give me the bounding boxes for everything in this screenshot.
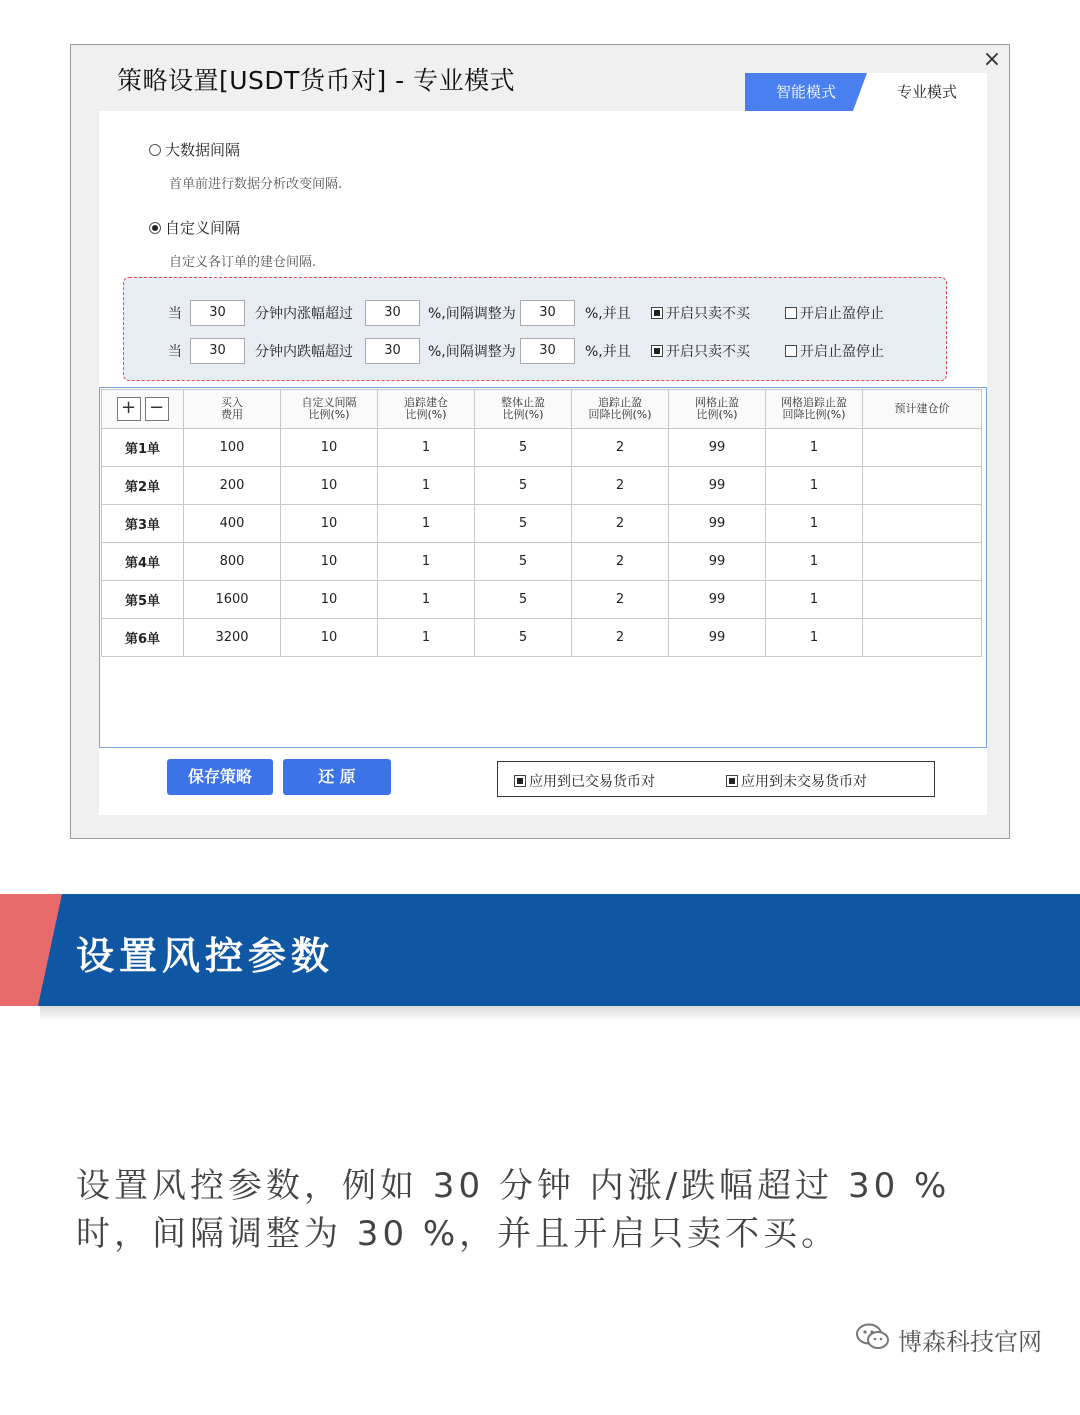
table-cell[interactable]: 5 <box>475 619 572 657</box>
rule-prefix: 当 <box>168 344 182 360</box>
table-cell[interactable]: 99 <box>669 543 766 581</box>
remove-row-button[interactable]: − <box>145 397 169 421</box>
watermark-text: 博森科技官网 <box>898 1328 1042 1356</box>
risk-rule-box <box>123 277 947 381</box>
table-row <box>102 467 982 505</box>
table-cell[interactable]: 2 <box>572 429 669 467</box>
table-cell[interactable] <box>863 429 982 467</box>
table-row <box>102 619 982 657</box>
table-header-row <box>102 390 982 429</box>
table-cell[interactable]: 2 <box>572 581 669 619</box>
table-cell[interactable]: 1 <box>766 429 863 467</box>
table-row <box>102 505 982 543</box>
table-cell[interactable]: 100 <box>184 429 281 467</box>
table-cell[interactable]: 5 <box>475 581 572 619</box>
table-cell[interactable]: 5 <box>475 505 572 543</box>
table-cell[interactable]: 2 <box>572 467 669 505</box>
minutes-suffix: 分钟内跌幅超过 <box>255 344 353 360</box>
settings-panel <box>99 111 987 815</box>
fall-rule-row <box>124 336 884 366</box>
close-icon[interactable]: × <box>982 47 1002 72</box>
table-cell[interactable]: 800 <box>184 543 281 581</box>
radio-icon[interactable] <box>149 144 161 156</box>
column-header: 买入 费用 <box>184 390 281 429</box>
table-cell[interactable]: 1 <box>378 543 475 581</box>
table-cell[interactable]: 1 <box>766 467 863 505</box>
table-row <box>102 429 982 467</box>
table-cell[interactable]: 10 <box>281 619 378 657</box>
reset-button[interactable]: 还 原 <box>283 759 391 795</box>
checkbox-icon[interactable] <box>651 345 663 357</box>
threshold-suffix: %,间隔调整为 <box>428 306 516 322</box>
checkbox-label: 开启止盈停止 <box>800 306 884 322</box>
radio-label: 自定义间隔 <box>165 219 241 237</box>
watermark <box>856 1322 1042 1357</box>
tab-smart-mode[interactable]: 智能模式 <box>745 73 867 111</box>
minutes-suffix: 分钟内涨幅超过 <box>255 306 353 322</box>
column-header: 自定义间隔 比例(%) <box>281 390 378 429</box>
threshold-input[interactable]: 30 <box>365 338 420 364</box>
table-cell[interactable]: 10 <box>281 467 378 505</box>
table-cell[interactable]: 1 <box>378 581 475 619</box>
order-label-cell: 第6单 <box>102 619 184 657</box>
table-cell[interactable]: 99 <box>669 467 766 505</box>
description-text: 设置风控参数，例如 30 分钟 内涨/跌幅超过 30 % 时，间隔调整为 30 %，并且开启只卖不买。 <box>76 1166 951 1254</box>
rule-prefix: 当 <box>168 306 182 322</box>
order-label-cell: 第3单 <box>102 505 184 543</box>
table-cell[interactable] <box>863 543 982 581</box>
table-cell[interactable]: 10 <box>281 505 378 543</box>
adjust-input[interactable]: 30 <box>520 338 575 364</box>
table-cell[interactable] <box>863 505 982 543</box>
checkbox-icon[interactable] <box>785 307 797 319</box>
table-cell[interactable]: 5 <box>475 543 572 581</box>
table-row <box>102 581 982 619</box>
radio-custom-interval[interactable] <box>149 217 240 238</box>
checkbox-label: 应用到未交易货币对 <box>741 774 867 790</box>
table-cell[interactable]: 10 <box>281 581 378 619</box>
minutes-input[interactable]: 30 <box>190 300 245 326</box>
orders-table-container <box>99 387 987 748</box>
banner-shadow <box>40 1006 1080 1022</box>
orders-table <box>101 389 982 657</box>
rise-rule-row <box>124 298 884 328</box>
window-title: 策略设置[USDT货币对] - 专业模式 <box>117 66 516 95</box>
table-cell[interactable] <box>863 467 982 505</box>
adjust-suffix: %,并且 <box>585 306 631 322</box>
custom-description: 自定义各订单的建仓间隔. <box>169 255 317 270</box>
sell-only-checkbox[interactable] <box>651 303 785 323</box>
banner-title: 设置风控参数 <box>76 934 335 978</box>
table-cell[interactable]: 10 <box>281 543 378 581</box>
radio-bigdata-interval[interactable] <box>149 139 240 160</box>
column-header: 追踪止盈 回降比例(%) <box>572 390 669 429</box>
table-cell[interactable]: 3200 <box>184 619 281 657</box>
checkbox-label: 开启止盈停止 <box>800 344 884 360</box>
table-cell[interactable]: 200 <box>184 467 281 505</box>
column-header: 网格追踪止盈 回降比例(%) <box>766 390 863 429</box>
table-cell[interactable]: 1 <box>378 619 475 657</box>
threshold-input[interactable]: 30 <box>365 300 420 326</box>
table-cell[interactable]: 5 <box>475 467 572 505</box>
table-cell[interactable]: 1 <box>378 505 475 543</box>
radio-label: 大数据间隔 <box>165 141 241 159</box>
strategy-settings-window <box>70 44 1010 839</box>
table-cell[interactable]: 1 <box>378 429 475 467</box>
checkbox-label: 开启只卖不买 <box>666 306 750 322</box>
table-cell[interactable]: 10 <box>281 429 378 467</box>
add-row-button[interactable]: + <box>117 397 141 421</box>
checkbox-icon[interactable] <box>726 775 738 787</box>
table-cell[interactable]: 1 <box>766 543 863 581</box>
take-profit-stop-checkbox[interactable] <box>785 341 884 361</box>
apply-traded-pairs-checkbox[interactable] <box>514 771 655 791</box>
table-cell[interactable]: 1 <box>766 619 863 657</box>
radio-icon[interactable] <box>149 222 161 234</box>
table-cell[interactable]: 1 <box>378 467 475 505</box>
table-cell[interactable] <box>863 581 982 619</box>
minutes-input[interactable]: 30 <box>190 338 245 364</box>
table-cell[interactable]: 2 <box>572 619 669 657</box>
table-cell[interactable]: 2 <box>572 505 669 543</box>
checkbox-icon[interactable] <box>785 345 797 357</box>
adjust-input[interactable]: 30 <box>520 300 575 326</box>
table-cell[interactable]: 2 <box>572 543 669 581</box>
table-cell[interactable] <box>863 619 982 657</box>
wechat-icon <box>856 1323 890 1357</box>
checkbox-label: 开启只卖不买 <box>666 344 750 360</box>
table-cell[interactable]: 99 <box>669 429 766 467</box>
column-header: 追踪建仓 比例(%) <box>378 390 475 429</box>
order-label-cell: 第5单 <box>102 581 184 619</box>
order-label-cell: 第1单 <box>102 429 184 467</box>
apply-options-box <box>497 761 935 797</box>
table-cell[interactable]: 1 <box>766 505 863 543</box>
table-cell[interactable]: 99 <box>669 505 766 543</box>
sell-only-checkbox[interactable] <box>651 341 785 361</box>
bigdata-description: 首单前进行数据分析改变间隔. <box>169 177 343 192</box>
take-profit-stop-checkbox[interactable] <box>785 303 884 323</box>
checkbox-icon[interactable] <box>514 775 526 787</box>
table-row <box>102 543 982 581</box>
apply-untraded-pairs-checkbox[interactable] <box>726 771 867 791</box>
table-cell[interactable]: 1 <box>766 581 863 619</box>
checkbox-label: 应用到已交易货币对 <box>529 774 655 790</box>
tab-pro-mode[interactable]: 专业模式 <box>867 73 987 111</box>
table-cell[interactable]: 5 <box>475 429 572 467</box>
threshold-suffix: %,间隔调整为 <box>428 344 516 360</box>
order-label-cell: 第4单 <box>102 543 184 581</box>
row-controls-header <box>102 390 184 429</box>
table-cell[interactable]: 99 <box>669 581 766 619</box>
order-label-cell: 第2单 <box>102 467 184 505</box>
save-strategy-button[interactable]: 保存策略 <box>167 759 273 795</box>
table-cell[interactable]: 400 <box>184 505 281 543</box>
table-cell[interactable]: 99 <box>669 619 766 657</box>
column-header: 整体止盈 比例(%) <box>475 390 572 429</box>
table-cell[interactable]: 1600 <box>184 581 281 619</box>
checkbox-icon[interactable] <box>651 307 663 319</box>
column-header: 网格止盈 比例(%) <box>669 390 766 429</box>
adjust-suffix: %,并且 <box>585 344 631 360</box>
column-header: 预计建仓价 <box>863 390 982 429</box>
